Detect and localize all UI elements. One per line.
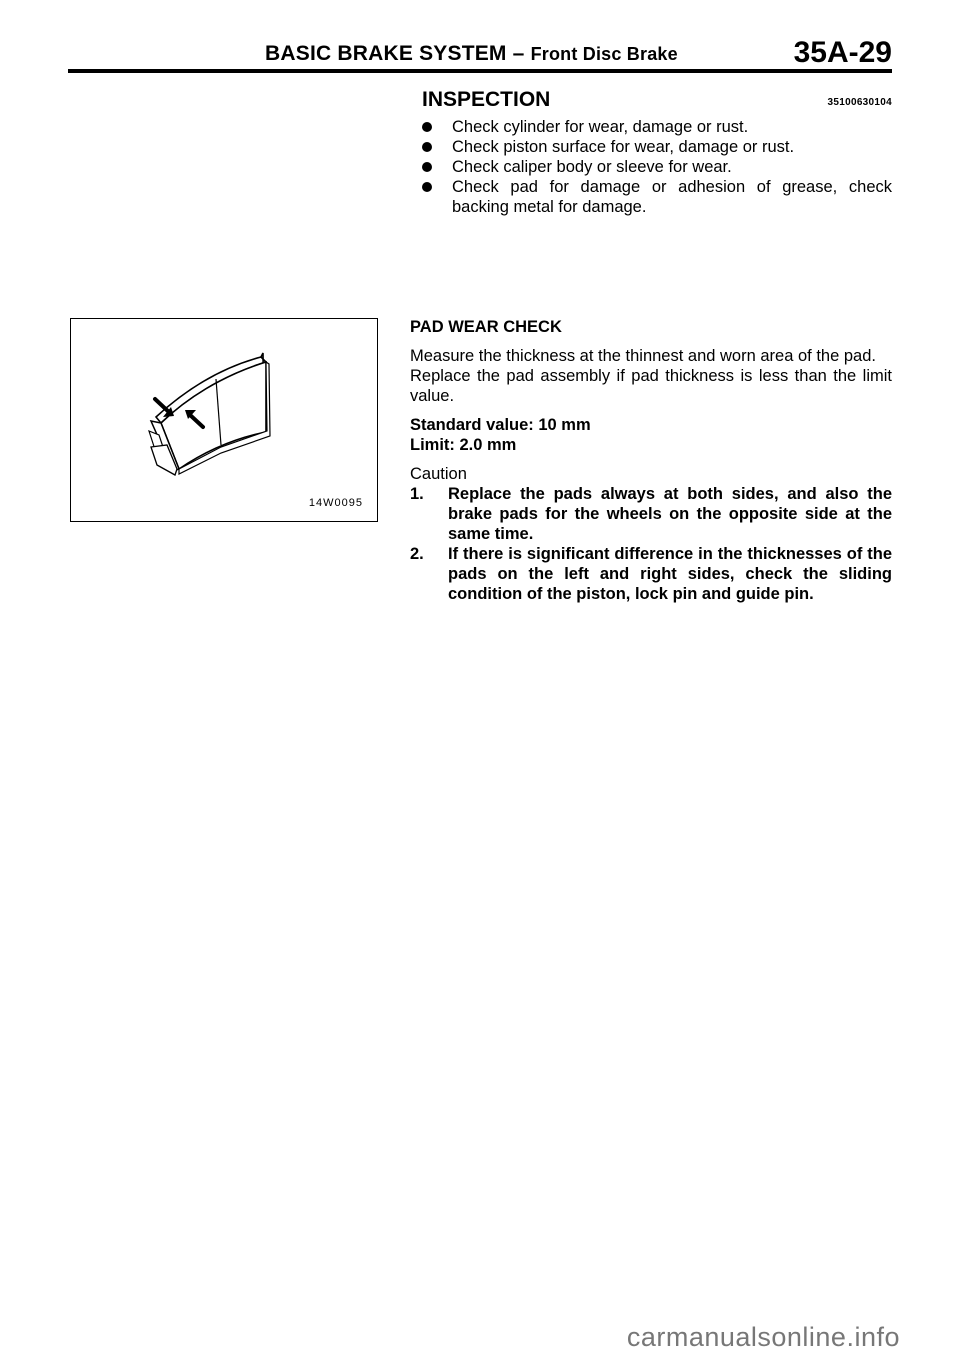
page-number: 35A-29: [793, 36, 892, 69]
header-rule: [68, 69, 892, 73]
bullet-icon: [422, 182, 432, 192]
inspection-bullet: [422, 117, 892, 137]
pad-wear-paragraph-1: Measure the thickness at the thinnest and worn area of the pad.: [410, 347, 876, 365]
caution-item: [410, 544, 892, 604]
caution-text: If there is significant difference in the thicknesses of the pads on the left and right sides, check the sliding condition of the piston, lock pin and guide pin.: [448, 545, 892, 603]
bullet-icon: [422, 142, 432, 152]
brake-pad-figure: [70, 318, 378, 522]
bullet-icon: [422, 162, 432, 172]
caution-number: 2.: [410, 545, 424, 563]
page-header-title: [265, 42, 678, 66]
inspection-bullet: [422, 137, 892, 157]
footer-watermark: carmanualsonline.info: [626, 1322, 900, 1352]
inspection-heading: [422, 88, 892, 112]
bullet-icon: [422, 122, 432, 132]
inspection-bullet-list: [422, 117, 892, 217]
inspection-heading-text: INSPECTION: [422, 88, 551, 111]
inspection-bullet: [422, 157, 892, 177]
bullet-text: Check cylinder for wear, damage or rust.: [452, 118, 749, 136]
standard-value: Standard value: 10 mm: [410, 416, 591, 434]
bullet-text: Check caliper body or sleeve for wear.: [452, 158, 732, 176]
caution-text: Replace the pads always at both sides, and also the brake pads for the wheels on the opposite side at the same time.: [448, 485, 892, 543]
header-subtitle: Front Disc Brake: [530, 44, 678, 64]
header-title-main: BASIC BRAKE SYSTEM: [265, 42, 507, 65]
limit-value: Limit: 2.0 mm: [410, 436, 517, 454]
inspection-code: 35100630104: [827, 97, 892, 108]
pad-wear-paragraph-2: Replace the pad assembly if pad thickness is less than the limit value.: [410, 367, 892, 405]
figure-code: 14W0095: [308, 497, 363, 509]
pad-wear-heading: PAD WEAR CHECK: [410, 318, 562, 336]
header-separator: –: [506, 42, 531, 65]
caution-number: 1.: [410, 485, 424, 503]
bullet-text: Check pad for damage or adhesion of grease, check backing metal for damage.: [452, 178, 892, 216]
caution-label: Caution: [410, 465, 467, 483]
pad-wear-section: [410, 317, 892, 604]
brake-pad-illustration: [71, 319, 377, 521]
caution-list: [410, 484, 892, 604]
caution-item: [410, 484, 892, 544]
inspection-bullet: [422, 177, 892, 217]
bullet-text: Check piston surface for wear, damage or rust.: [452, 138, 795, 156]
